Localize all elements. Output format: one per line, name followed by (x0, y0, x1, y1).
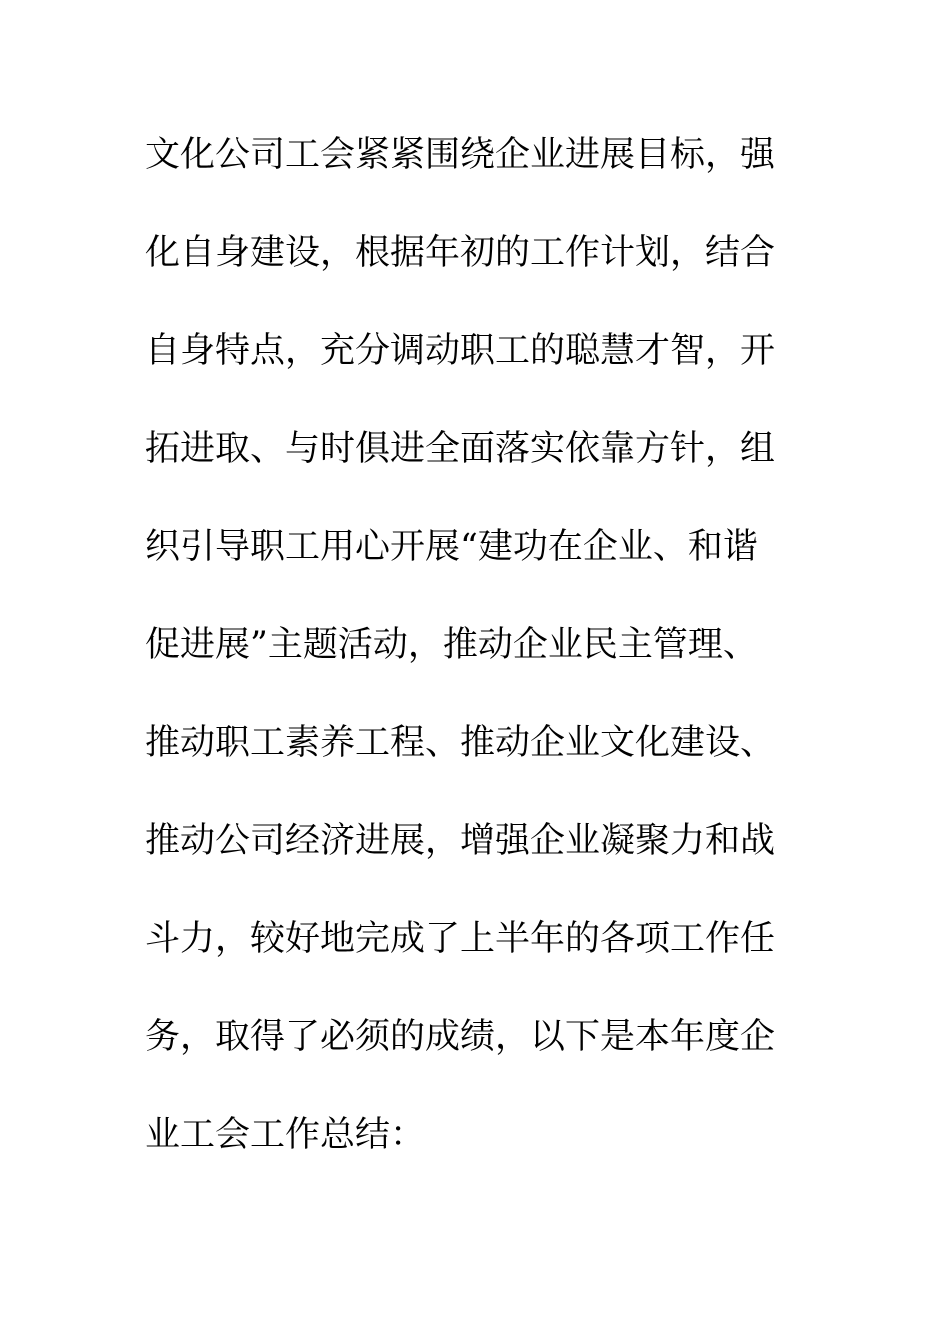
body-paragraph (145, 124, 785, 1202)
paragraph-line: 化自身建设，根据年初的工作计划，结合 (145, 233, 776, 273)
paragraph-line: 斗力，较好地完成了上半年的各项工作任 (145, 919, 776, 959)
paragraph-line: 文化公司工会紧紧围绕企业进展目标，强 (145, 135, 776, 175)
paragraph-line: 促进展”主题活动，推动企业民主管理、 (145, 625, 758, 665)
paragraph-line: 推动公司经济进展，增强企业凝聚力和战 (145, 821, 776, 861)
paragraph-line: 自身特点，充分调动职工的聪慧才智，开 (145, 331, 776, 371)
paragraph-line: 推动职工素养工程、推动企业文化建设、 (145, 723, 776, 763)
paragraph-line: 织引导职工用心开展“建功在企业、和谐 (145, 527, 758, 567)
paragraph-line: 务，取得了必须的成绩，以下是本年度企 (145, 1017, 776, 1057)
paragraph-line: 拓进取、与时俱进全面落实依靠方针，组 (145, 429, 776, 469)
paragraph-line: 业工会工作总结： (145, 1115, 426, 1155)
